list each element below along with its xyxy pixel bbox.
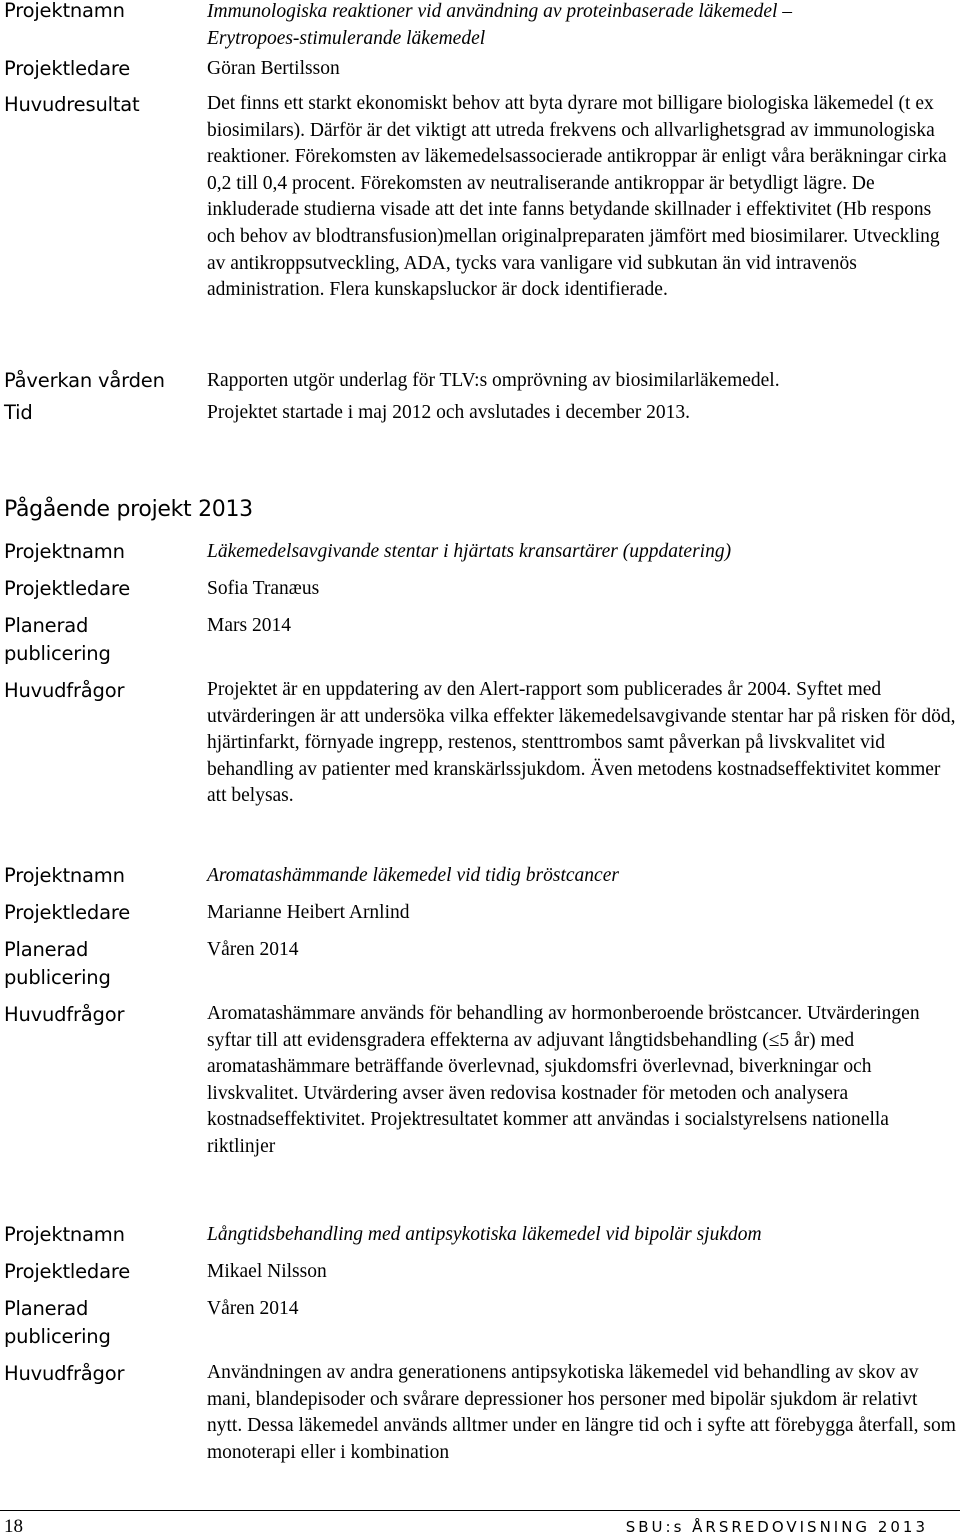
footer-rule <box>0 1510 960 1511</box>
label-paverkan-varden: Påverkan vården <box>4 369 165 392</box>
section-heading: Pågående projekt 2013 <box>4 497 253 522</box>
planned-publication: Mars 2014 <box>207 615 291 636</box>
main-questions-text: Projektet är en uppdatering av den Alert-rapport som publicerades år 2004. Syftet med utvärderingen är att undersöka vilka effekter läkemedelsavgivande stentar har på risken för död, hjärtinfarkt, förnyade ingrepp, restenos, stenttrombos samt påverkan på livskvalitet vid behandling av patienter med kranskärlssjukdom. Även metodens kostnadseffektivitet kommer att belysas. <box>207 679 956 807</box>
impact-text: Rapporten utgör underlag för TLV:s omprövning av biosimilarläkemedel. <box>207 370 780 391</box>
label-tid: Tid <box>4 401 33 424</box>
main-questions-text: Aromatashämmare används för behandling av hormonberoende bröstcancer. Utvärderingen syftar till att evidensgradera effekterna av adjuvant långtidsbehandling (≤5 år) med aromatashämmare beträffande överlevnad, sjukdomsfri överlevnad, biverkningar och livskvalitet. Utvärdering avser även redovisa kostnader för metoden och analysera kostnadseffektivitet. Projektresultatet kommer att användas i socialstyrelsens nationella riktlinjer <box>207 1003 920 1157</box>
label-huvudfragor: Huvudfrågor <box>4 1003 125 1026</box>
project-leader: Mikael Nilsson <box>207 1261 327 1282</box>
project-title: Aromatashämmande läkemedel vid tidig bröstcancer <box>207 865 619 886</box>
project-title-line-2: Erytropoes-stimulerande läkemedel <box>207 27 486 49</box>
label-planerad: Planerad <box>4 1297 89 1320</box>
label-projektnamn: Projektnamn <box>4 0 125 22</box>
project-leader: Sofia Tranæus <box>207 578 320 599</box>
publication-name: SBU:s ÅRSREDOVISNING 2013 <box>625 1518 928 1536</box>
label-projektledare: Projektledare <box>4 901 131 924</box>
label-projektnamn: Projektnamn <box>4 540 125 563</box>
label-huvudfragor: Huvudfrågor <box>4 679 125 702</box>
label-projektledare: Projektledare <box>4 57 131 80</box>
planned-publication: Våren 2014 <box>207 939 299 960</box>
project-title-line-1: Immunologiska reaktioner vid användning av proteinbaserade läkemedel – <box>207 1 793 22</box>
planned-publication: Våren 2014 <box>207 1298 299 1319</box>
label-planerad-publicering <box>4 612 111 668</box>
main-result-text: Det finns ett starkt ekonomiskt behov att byta dyrare mot billigare biologiska läkemedel (t ex biosimilars). Därför är det viktigt att utreda frekvens och allvarlighetsgrad av immunologiska reaktioner. Förekomsten av läkemedelsassocierade antikroppar är enligt våra beräkningar cirka 0,2 till 0,4 procent. Förekomsten av neutraliserande antikroppar är betydligt lägre. De inkluderade studierna visade att det inte fanns betydande skillnader i effektivitet (Hb respons och behov av blodtransfusion)mellan originalpreparaten jämfört med biosimilarer. Utveckling av antikroppsutveckling, ADA, tycks vara vanligare vid subkutan än vid intravenös administration. Flera kunskapsluckor är dock identifierade. <box>207 93 947 301</box>
label-planerad-publicering <box>4 1295 111 1351</box>
label-planerad-publicering <box>4 936 111 992</box>
project-title: Läkemedelsavgivande stentar i hjärtats kransartärer (uppdatering) <box>207 541 732 562</box>
label-projektnamn: Projektnamn <box>4 864 125 887</box>
project-title: Långtidsbehandling med antipsykotiska läkemedel vid bipolär sjukdom <box>207 1224 762 1245</box>
project-leader: Marianne Heibert Arnlind <box>207 902 410 923</box>
page-number: 18 <box>4 1516 23 1537</box>
label-planerad: Planerad <box>4 614 89 637</box>
label-huvudresultat: Huvudresultat <box>4 93 140 116</box>
main-questions-text: Användningen av andra generationens antipsykotiska läkemedel vid behandling av skov av mani, blandepisoder och svårare depressioner hos personer med bipolär sjukdom är relativt nytt. Dessa läkemedel används alltmer under en längre tid och i syfte att förebygga återfall, som monoterapi eller i kombination <box>207 1362 956 1463</box>
project-leader: Göran Bertilsson <box>207 58 340 79</box>
label-publicering: publicering <box>4 966 111 989</box>
label-projektnamn: Projektnamn <box>4 1223 125 1246</box>
label-publicering: publicering <box>4 642 111 665</box>
label-planerad: Planerad <box>4 938 89 961</box>
time-text: Projektet startade i maj 2012 och avslutades i december 2013. <box>207 402 691 423</box>
label-projektledare: Projektledare <box>4 577 131 600</box>
label-huvudfragor: Huvudfrågor <box>4 1362 125 1385</box>
label-projektledare: Projektledare <box>4 1260 131 1283</box>
project-title <box>207 0 956 52</box>
label-publicering: publicering <box>4 1325 111 1348</box>
